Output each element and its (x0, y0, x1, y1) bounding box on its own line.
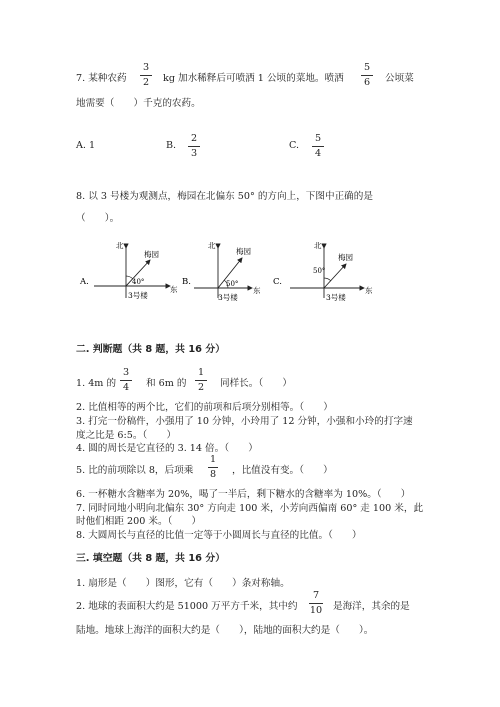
s2-q7-line1: 7. 同时同地小明向北偏东 30° 方向走 100 米，小芳向西偏南 60° 走 100 米，此 (76, 503, 424, 514)
diagram-b-building-label: 3号楼 (218, 293, 238, 302)
q8-diagram-a (79, 240, 178, 300)
section3-title: 三. 填空题（共 8 题，共 16 分） (76, 553, 225, 564)
diagram-c-angle-label: 50° (313, 267, 326, 275)
diagram-b-north-label: 北 (208, 241, 216, 250)
q7-text-part1: 7. 某种农药 (76, 73, 127, 84)
q7-fraction-5-6: 5 6 (361, 62, 373, 89)
s3-q1: 1. 扇形是（ ）图形，它有（ ）条对称轴。 (76, 578, 290, 589)
diagram-a-garden-label: 梅园 (144, 250, 159, 259)
diagram-c-option-label: C. (273, 277, 282, 287)
q7-option-a: A. 1 (76, 140, 96, 151)
s3-q2-fraction-7-10: 7 10 (309, 590, 323, 616)
diagram-c-garden-label: 梅园 (338, 253, 353, 262)
q8-diagram-c (273, 240, 373, 302)
diagram-a-option-label: A. (80, 277, 89, 287)
q8-text-line2: （ ）。 (76, 213, 120, 224)
s2-q3-line1: 3. 打完一份稿件，小强用了 10 分钟，小玲用了 12 分钟，小强和小玲的打字速 (76, 416, 413, 427)
s2-q1-fraction-3-4: 3 4 (120, 367, 132, 394)
s2-q1-part3: 同样长。（ ） (220, 378, 292, 389)
diagram-a-angle-label: 40° (132, 278, 145, 286)
s2-q5-fraction-1-8: 1 8 (209, 454, 217, 480)
s3-q2-line2: 陆地。地球上海洋的面积大约是（ ），陆地的面积大约是（ ）。 (76, 625, 374, 636)
q7-option-c-fraction: 5 4 (312, 133, 324, 160)
q8-diagram-b (182, 240, 261, 302)
diagram-b-east-label: 东 (253, 286, 261, 295)
diagram-b-angle-label: 50° (226, 280, 239, 288)
q7-text-part3: 公顷菜 (385, 73, 414, 84)
diagram-c-building-label: 3号楼 (326, 293, 346, 302)
q8-text-line1: 8. 以 3 号楼为观测点，梅园在北偏东 50° 的方向上，下图中正确的是 (76, 191, 373, 202)
diagram-c-north-label: 北 (314, 241, 322, 250)
q7-fraction-3-2: 3 2 (140, 62, 152, 89)
s3-q2-part1: 2. 地球的表面积大约是 51000 万平方千米，其中约 (76, 601, 298, 612)
s2-q1-part1: 1. 4m 的 (76, 378, 117, 389)
s2-q3-line2: 度之比是 6:5。（ ） (76, 430, 177, 441)
s2-q1-fraction-1-2: 1 2 (195, 367, 207, 394)
s2-q8: 8. 大圆周长与直径的比值一定等于小圆周长与直径的比值。（ ） (76, 530, 362, 541)
s2-q5-part1: 5. 比的前项除以 8，后项乘 (76, 465, 194, 476)
q7-option-b-label: B. (166, 140, 177, 151)
s2-q6: 6. 一杯糖水含糖率为 20%，喝了一半后，剩下糖水的含糖率为 10%。（ ） (76, 489, 411, 500)
q7-option-b-fraction: 2 3 (188, 133, 200, 160)
q7-option-c-label: C. (289, 140, 300, 151)
q7-text-part2: kg 加水稀释后可喷洒 1 公顷的菜地。喷洒 (163, 73, 344, 84)
diagram-b-option-label: B. (182, 277, 191, 287)
s2-q5-part2: ，比值没有变。（ ） (232, 465, 333, 476)
s3-q2-part2: 是海洋，其余的是 (333, 601, 410, 612)
s2-q2: 2. 比值相等的两个比，它们的前项和后项分别相等。（ ） (76, 402, 333, 413)
diagram-b-garden-label: 梅园 (236, 247, 251, 256)
section2-title: 二. 判断题（共 8 题，共 16 分） (76, 344, 225, 355)
diagram-a-north-label: 北 (116, 241, 124, 250)
diagram-c-garden-ray (324, 264, 346, 288)
diagram-a-east-label: 东 (170, 285, 178, 294)
s2-q1-part2: 和 6m 的 (146, 378, 187, 389)
diagram-c-angle-arc (324, 278, 331, 281)
s2-q4: 4. 圆的周长是它直径的 3. 14 倍。（ ） (76, 443, 258, 454)
diagram-a-building-label: 3号楼 (128, 291, 148, 300)
q8-direction-diagrams (70, 240, 390, 310)
diagram-c-east-label: 东 (365, 286, 373, 295)
q7-text-line2: 地需要（ ）千克的农药。 (76, 98, 201, 109)
s2-q7-line2: 时他们相距 200 米。（ ） (76, 516, 202, 527)
